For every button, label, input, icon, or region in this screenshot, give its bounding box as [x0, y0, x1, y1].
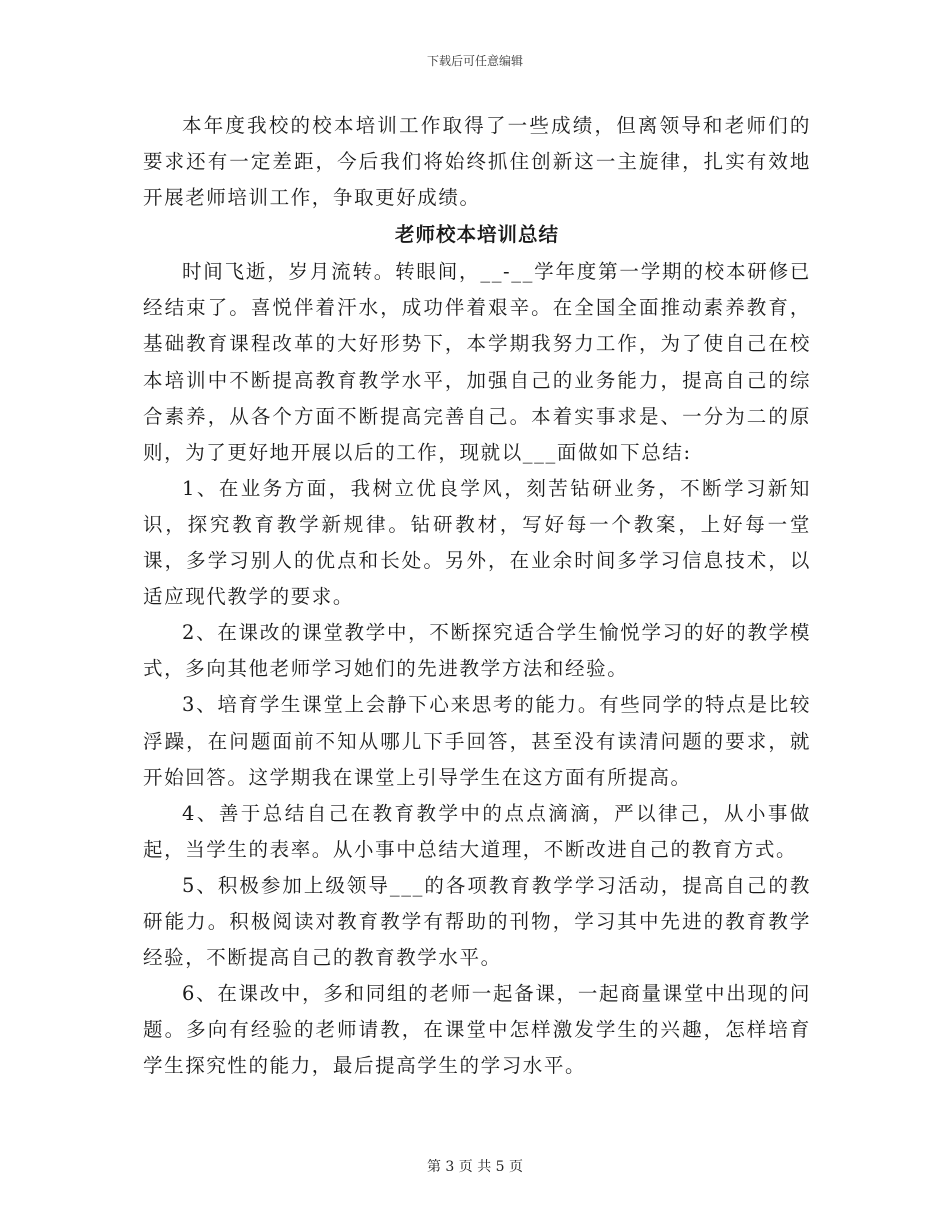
paragraph-item-4: 4、善于总结自己在教育教学中的点点滴滴，严以律己，从小事做起，当学生的表率。从小事中总结大道理，不断改进自己的教育方式。 — [143, 801, 811, 861]
paragraph-item-1: 1、在业务方面，我树立优良学风，刻苦钻研业务，不断学习新知识，探究教育教学新规律。钻研教材，写好每一个教案，上好每一堂课，多学习别人的优点和长处。另外，在业余时间多学习信息技术，以适应现代教学的要求。 — [143, 476, 811, 609]
paragraph-intro: 本年度我校的校本培训工作取得了一些成绩，但离领导和老师们的要求还有一定差距，今后我们将始终抓住创新这一主旋律，扎实有效地开展老师培训工作，争取更好成绩。 — [143, 114, 811, 210]
paragraph-item-6: 6、在课改中，多和同组的老师一起备课，一起商量课堂中出现的问题。多向有经验的老师请教，在课堂中怎样激发学生的兴趣，怎样培育学生探究性的能力，最后提高学生的学习水平。 — [143, 982, 811, 1078]
paragraph-item-5: 5、积极参加上级领导___的各项教育教学学习活动，提高自己的教研能力。积极阅读对教育教学有帮助的刊物，学习其中先进的教育教学经验，不断提高自己的教育教学水平。 — [143, 873, 811, 970]
paragraph-item-2: 2、在课改的课堂教学中，不断探究适合学生愉悦学习的好的教学模式，多向其他老师学习她们的先进教学方法和经验。 — [143, 621, 811, 681]
page-number: 第 3 页 共 5 页 — [426, 1159, 524, 1175]
paragraph-summary: 时间飞逝，岁月流转。转眼间，__-__学年度第一学期的校本研修已经结束了。喜悦伴着汗水，成功伴着艰辛。在全国全面推动素养教育，基础教育课程改革的大好形势下，本学期我努力工作，为了使自己在校本培训中不断提高教育教学水平，加强自己的业务能力，提高自己的综合素养，从各个方面不断提高完善自己。本着实事求是、一分为二的原则，为了更好地开展以后的工作，现就以___面做如下总结: — [143, 260, 811, 464]
paragraph-item-3: 3、培育学生课堂上会静下心来思考的能力。有些同学的特点是比较浮躁，在问题面前不知从哪儿下手回答，甚至没有读清问题的要求，就开始回答。这学期我在课堂上引导学生在这方面有所提高。 — [143, 693, 811, 789]
page-header: 下载后可任意编辑 — [426, 54, 523, 68]
section-title: 老师校本培训总结 — [394, 223, 559, 247]
document-body — [143, 108, 811, 1084]
